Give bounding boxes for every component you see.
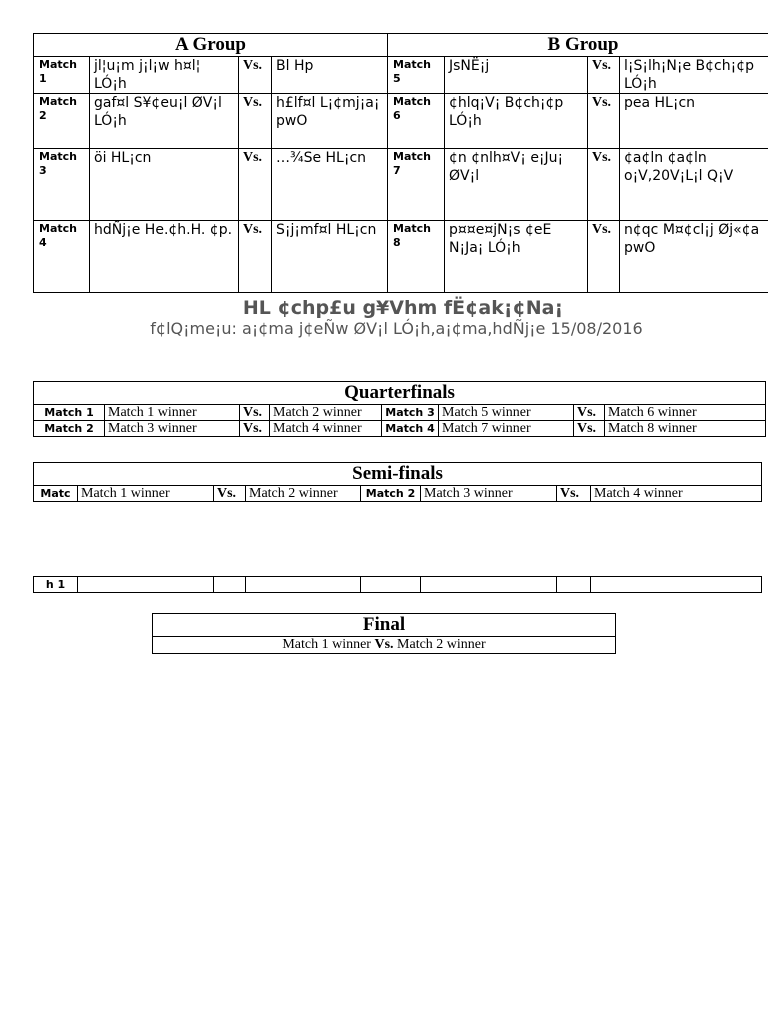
- vs-label: Vs.: [240, 405, 270, 421]
- team-name: Match 2 winner: [397, 637, 486, 652]
- quarterfinals-title: Quarterfinals: [34, 382, 766, 405]
- vs-label: Vs.: [588, 221, 620, 293]
- match-label: Match 5: [388, 57, 445, 94]
- table-row: [34, 405, 766, 421]
- team-name: Match 6 winner: [605, 405, 766, 421]
- team-name: Match 8 winner: [605, 421, 766, 437]
- table-row: [34, 149, 768, 221]
- match-label: Match 2: [361, 486, 421, 502]
- team-name: pea HL¡cn: [620, 94, 768, 149]
- vs-label: Vs.: [588, 149, 620, 221]
- team-name: n¢qc M¤¢cl¡j Øj«¢a pwO: [620, 221, 768, 293]
- team-name: Match 3 winner: [421, 486, 557, 502]
- match-label: Match 1: [34, 57, 90, 94]
- table-row: [34, 57, 768, 94]
- team-name: Match 1 winner: [282, 637, 371, 652]
- vs-label: Vs.: [240, 421, 270, 437]
- final-match: [153, 637, 616, 654]
- vs-label: Vs.: [239, 57, 272, 94]
- empty-match-row-table: [33, 576, 762, 593]
- team-name: hdÑj¡e He.¢h.H. ¢p.: [90, 221, 239, 293]
- team-name: öi HL¡cn: [90, 149, 239, 221]
- team-name: ¢n ¢nlh¤V¡ e¡Ju¡ ØV¡l: [445, 149, 588, 221]
- team-name: …¾Se HL¡cn: [272, 149, 388, 221]
- quarterfinals-table: [33, 381, 766, 437]
- team-name: Match 1 winner: [78, 486, 214, 502]
- group-a-title: A Group: [34, 34, 388, 57]
- team-name: Match 1 winner: [105, 405, 240, 421]
- empty-cell: [78, 577, 214, 593]
- team-name: Match 7 winner: [439, 421, 574, 437]
- vs-label: Vs.: [239, 94, 272, 149]
- match-label: Match 4: [34, 221, 90, 293]
- table-row: [34, 94, 768, 149]
- vs-label: Vs.: [588, 57, 620, 94]
- team-name: Match 4 winner: [591, 486, 762, 502]
- team-name: ¢a¢ln ¢a¢ln o¡V,20V¡L¡l Q¡V: [620, 149, 768, 221]
- team-name: ¢hlq¡V¡ B¢ch¡¢p LÓ¡h: [445, 94, 588, 149]
- empty-cell: [421, 577, 557, 593]
- team-name: Match 5 winner: [439, 405, 574, 421]
- team-name: h£lf¤l L¡¢mj¡a¡ pwO: [272, 94, 388, 149]
- match-label: Match 7: [388, 149, 445, 221]
- vs-label: Vs.: [239, 221, 272, 293]
- team-name: S¡j¡mf¤l HL¡cn: [272, 221, 388, 293]
- match-label: Match 3: [34, 149, 90, 221]
- group-b-title: B Group: [388, 34, 768, 57]
- match-label: Matc: [34, 486, 78, 502]
- match-label: h 1: [34, 577, 78, 593]
- team-name: jl¦u¡m j¡l¡w h¤l¦ LÓ¡h: [90, 57, 239, 94]
- empty-cell: [361, 577, 421, 593]
- vs-label: Vs.: [574, 421, 605, 437]
- empty-cell: [246, 577, 361, 593]
- final-table: [152, 613, 616, 654]
- vs-label: Vs.: [574, 405, 605, 421]
- match-label: Match 2: [34, 94, 90, 149]
- match-label: Match 6: [388, 94, 445, 149]
- match-label: Match 2: [34, 421, 105, 437]
- team-name: l¡S¡lh¡N¡e B¢ch¡¢p LÓ¡h: [620, 57, 768, 94]
- team-name: Match 2 winner: [270, 405, 382, 421]
- final-title: Final: [153, 614, 616, 637]
- table-row: [34, 221, 768, 293]
- team-name: Bl Hp: [272, 57, 388, 94]
- organizer-info: f¢lQ¡me¡u: a¡¢ma j¢eÑw ØV¡l LÓ¡h,a¡¢ma,hdÑj¡e 15/08/2016: [150, 319, 643, 338]
- empty-cell: [214, 577, 246, 593]
- team-name: JsNË¡j: [445, 57, 588, 94]
- table-row: [153, 637, 616, 654]
- team-name: Match 4 winner: [270, 421, 382, 437]
- empty-cell: [557, 577, 591, 593]
- vs-label: Vs.: [557, 486, 591, 502]
- team-name: Match 3 winner: [105, 421, 240, 437]
- team-name: gaf¤l S¥¢eu¡l ØV¡l LÓ¡h: [90, 94, 239, 149]
- match-label: Match 8: [388, 221, 445, 293]
- table-row: [34, 421, 766, 437]
- team-name: Match 2 winner: [246, 486, 361, 502]
- match-label: Match 3: [382, 405, 439, 421]
- table-row: [34, 577, 762, 593]
- team-name: p¤¤e¤jN¡s ¢eE N¡Ja¡ LÓ¡h: [445, 221, 588, 293]
- tournament-title: HL ¢chp£u g¥Vhm fË¢ak¡¢Na¡: [242, 297, 564, 319]
- match-label: Match 1: [34, 405, 105, 421]
- semifinals-table: [33, 462, 762, 502]
- vs-label: Vs.: [374, 637, 394, 652]
- table-row: [34, 486, 762, 502]
- group-stage-table: [33, 33, 768, 293]
- match-label: Match 4: [382, 421, 439, 437]
- semifinals-title: Semi-finals: [34, 463, 762, 486]
- empty-cell: [591, 577, 762, 593]
- vs-label: Vs.: [239, 149, 272, 221]
- vs-label: Vs.: [588, 94, 620, 149]
- vs-label: Vs.: [214, 486, 246, 502]
